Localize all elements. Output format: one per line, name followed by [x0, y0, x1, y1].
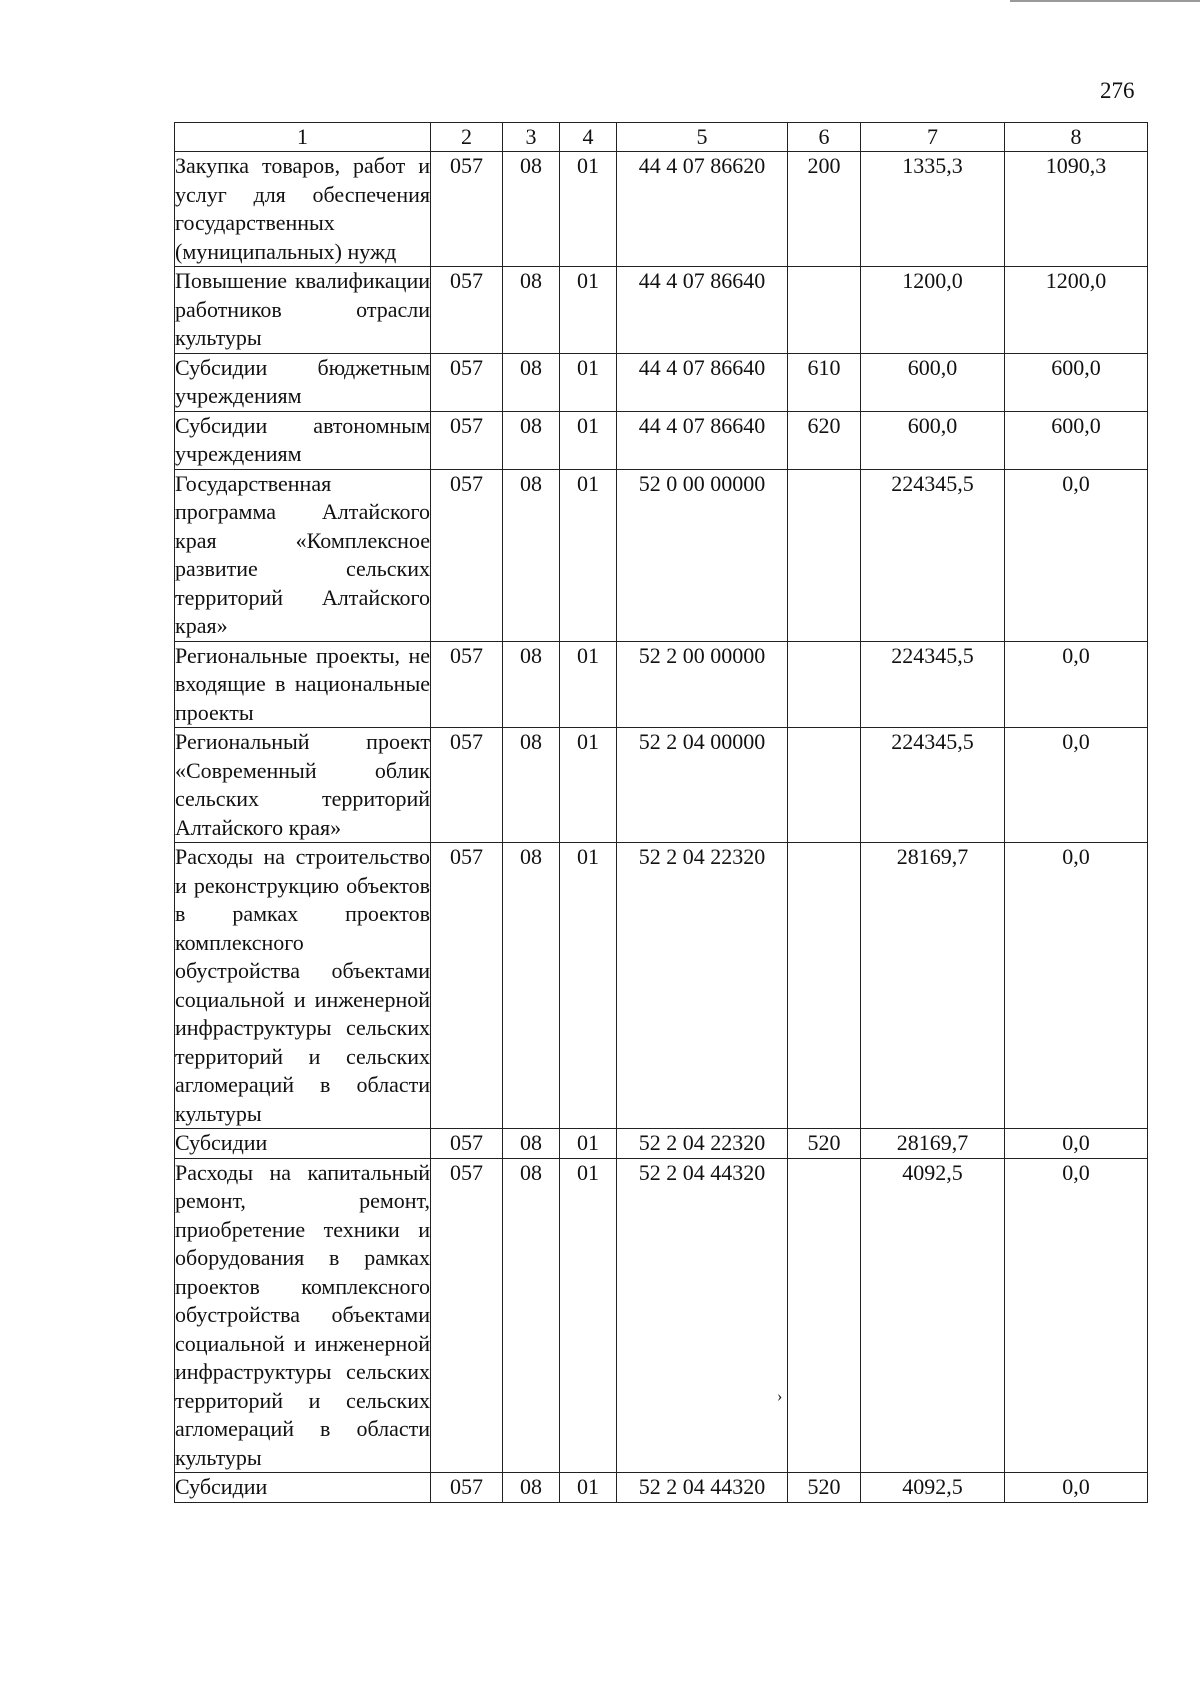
cell-c5: 52 2 04 44320 [617, 1158, 788, 1473]
row-name-cell: Государственная программа Алтайского края «Комплексное развитие сельских территорий Алтайского края» [175, 469, 431, 641]
cell-c3: 08 [503, 267, 560, 354]
cell-c5: 44 4 07 86620 [617, 152, 788, 267]
cell-c5: 44 4 07 86640 [617, 353, 788, 411]
cell-c3: 08 [503, 152, 560, 267]
cell-c6: 610 [788, 353, 861, 411]
cell-c8: 0,0 [1005, 1473, 1148, 1503]
cell-c4: 01 [560, 843, 617, 1129]
cell-c4: 01 [560, 1473, 617, 1503]
top-rule [1010, 0, 1200, 2]
cell-c2: 057 [431, 843, 503, 1129]
table-row [175, 1129, 1148, 1159]
cell-c5: 52 2 04 22320 [617, 1129, 788, 1159]
cell-c8: 600,0 [1005, 353, 1148, 411]
header-cell: 5 [617, 123, 788, 152]
cell-c8: 0,0 [1005, 728, 1148, 843]
row-name-cell: Расходы на строительство и реконструкцию объектов в рамках проектов комплексного обустройства объектами социальной и инженерной инфраструктуры сельских территорий и сельских агломераций в области культуры [175, 843, 431, 1129]
cell-c4: 01 [560, 1158, 617, 1473]
cell-c2: 057 [431, 411, 503, 469]
cell-c6 [788, 641, 861, 728]
table-row [175, 1158, 1148, 1473]
cell-c6: 520 [788, 1129, 861, 1159]
table-row [175, 641, 1148, 728]
row-name-cell: Расходы на капитальный ремонт, ремонт, приобретение техники и оборудования в рамках проектов комплексного обустройства объектами социальной и инженерной инфраструктуры сельских территорий и сельских агломераций в области культуры [175, 1158, 431, 1473]
cell-c5: 52 0 00 00000 [617, 469, 788, 641]
cell-c7: 224345,5 [861, 469, 1005, 641]
cell-c6: 620 [788, 411, 861, 469]
cell-c4: 01 [560, 1129, 617, 1159]
header-cell: 1 [175, 123, 431, 152]
cell-c2: 057 [431, 267, 503, 354]
cell-c7: 224345,5 [861, 641, 1005, 728]
cell-c8: 0,0 [1005, 843, 1148, 1129]
cell-c2: 057 [431, 728, 503, 843]
header-cell: 4 [560, 123, 617, 152]
cell-c7: 4092,5 [861, 1473, 1005, 1503]
cell-c8: 0,0 [1005, 641, 1148, 728]
cell-c7: 1335,3 [861, 152, 1005, 267]
cell-c3: 08 [503, 843, 560, 1129]
row-name-cell: Субсидии бюджетным учреждениям [175, 353, 431, 411]
header-cell: 3 [503, 123, 560, 152]
cell-c7: 1200,0 [861, 267, 1005, 354]
cell-c4: 01 [560, 152, 617, 267]
cell-c7: 600,0 [861, 353, 1005, 411]
table-row [175, 843, 1148, 1129]
cell-c5: 52 2 04 22320 [617, 843, 788, 1129]
row-name-cell: Закупка товаров, работ и услуг для обеспечения государственных (муниципальных) нужд [175, 152, 431, 267]
cell-c4: 01 [560, 728, 617, 843]
cell-c5: 44 4 07 86640 [617, 411, 788, 469]
cell-c4: 01 [560, 469, 617, 641]
table-row [175, 1473, 1148, 1503]
cell-c8: 0,0 [1005, 1129, 1148, 1159]
cell-c6 [788, 728, 861, 843]
cell-c4: 01 [560, 411, 617, 469]
cell-c6: 520 [788, 1473, 861, 1503]
page-number: 276 [1100, 78, 1135, 103]
cell-c3: 08 [503, 353, 560, 411]
cell-c6 [788, 267, 861, 354]
cell-c3: 08 [503, 1158, 560, 1473]
cell-c2: 057 [431, 469, 503, 641]
cell-c6 [788, 843, 861, 1129]
cell-c6: 200 [788, 152, 861, 267]
table-row [175, 728, 1148, 843]
cell-c7: 600,0 [861, 411, 1005, 469]
cell-c2: 057 [431, 353, 503, 411]
header-cell: 7 [861, 123, 1005, 152]
cell-c6 [788, 1158, 861, 1473]
header-cell: 8 [1005, 123, 1148, 152]
budget-table [174, 122, 1148, 1503]
row-name-cell: Повышение квалификации работников отрасли культуры [175, 267, 431, 354]
table-row [175, 353, 1148, 411]
cell-c4: 01 [560, 353, 617, 411]
row-name-cell: Региональные проекты, не входящие в национальные проекты [175, 641, 431, 728]
cell-c5: 52 2 00 00000 [617, 641, 788, 728]
row-name-cell: Субсидии автономным учреждениям [175, 411, 431, 469]
row-name-cell: Субсидии [175, 1473, 431, 1503]
cell-c2: 057 [431, 152, 503, 267]
cell-c2: 057 [431, 641, 503, 728]
cell-c4: 01 [560, 641, 617, 728]
cell-c8: 600,0 [1005, 411, 1148, 469]
cell-c7: 28169,7 [861, 1129, 1005, 1159]
cell-c5: 52 2 04 44320 [617, 1473, 788, 1503]
cell-c3: 08 [503, 1473, 560, 1503]
row-name-cell: Региональный проект «Современный облик сельских территорий Алтайского края» [175, 728, 431, 843]
stray-mark: › [777, 1388, 783, 1405]
table-row [175, 411, 1148, 469]
cell-c7: 4092,5 [861, 1158, 1005, 1473]
table-row [175, 267, 1148, 354]
cell-c6 [788, 469, 861, 641]
cell-c3: 08 [503, 641, 560, 728]
cell-c2: 057 [431, 1158, 503, 1473]
cell-c8: 1090,3 [1005, 152, 1148, 267]
cell-c4: 01 [560, 267, 617, 354]
table-header-row [175, 123, 1148, 152]
table-row [175, 469, 1148, 641]
cell-c7: 224345,5 [861, 728, 1005, 843]
cell-c3: 08 [503, 728, 560, 843]
cell-c7: 28169,7 [861, 843, 1005, 1129]
header-cell: 6 [788, 123, 861, 152]
cell-c8: 1200,0 [1005, 267, 1148, 354]
cell-c2: 057 [431, 1129, 503, 1159]
cell-c5: 52 2 04 00000 [617, 728, 788, 843]
row-name-cell: Субсидии [175, 1129, 431, 1159]
cell-c3: 08 [503, 1129, 560, 1159]
cell-c5: 44 4 07 86640 [617, 267, 788, 354]
cell-c2: 057 [431, 1473, 503, 1503]
cell-c3: 08 [503, 469, 560, 641]
cell-c8: 0,0 [1005, 1158, 1148, 1473]
header-cell: 2 [431, 123, 503, 152]
cell-c8: 0,0 [1005, 469, 1148, 641]
table-row [175, 152, 1148, 267]
cell-c3: 08 [503, 411, 560, 469]
